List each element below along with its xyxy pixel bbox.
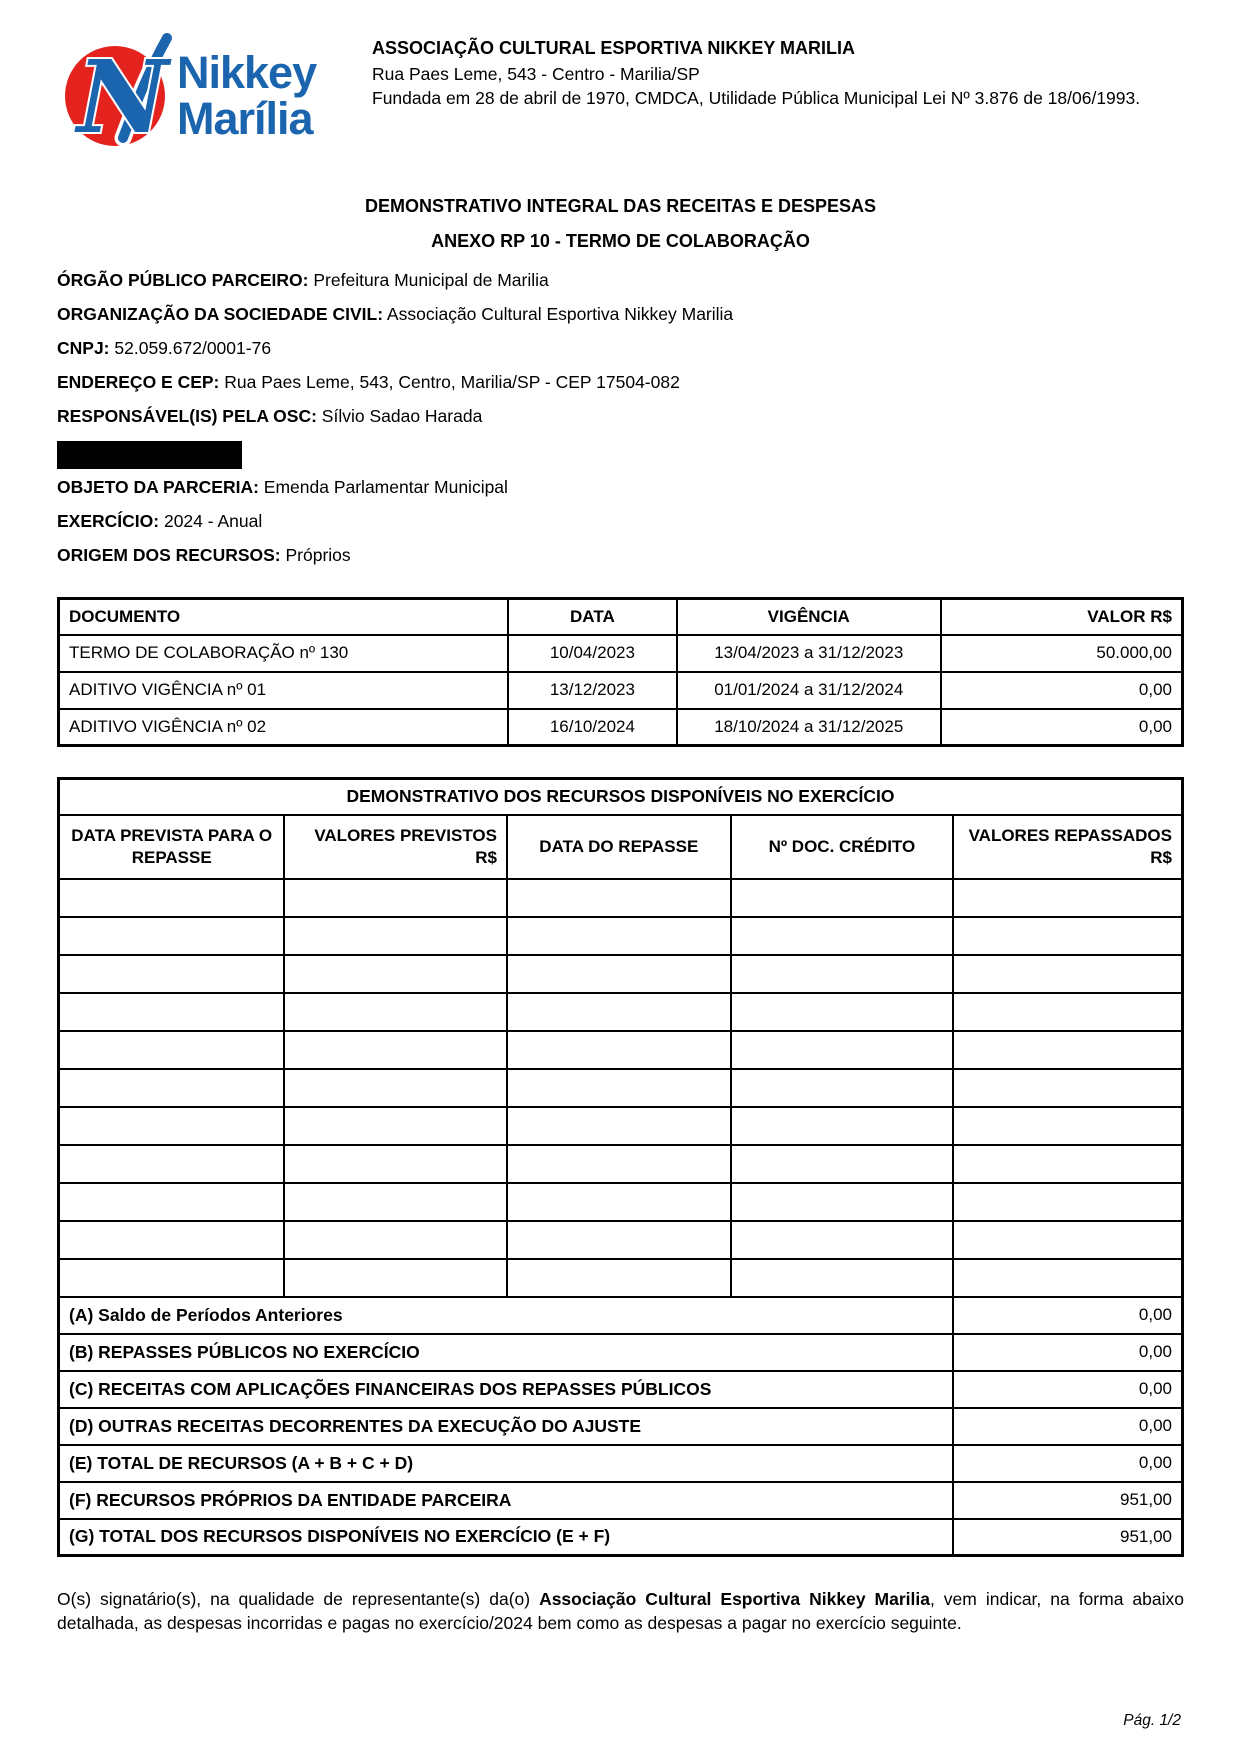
table-cell: TERMO DE COLABORAÇÃO nº 130 xyxy=(59,635,509,672)
organization-name: ASSOCIAÇÃO CULTURAL ESPORTIVA NIKKEY MARILIA xyxy=(372,38,856,58)
empty-table-cell xyxy=(59,1069,285,1107)
summary-row xyxy=(59,1445,1183,1482)
table-cell: 13/04/2023 a 31/12/2023 xyxy=(677,635,941,672)
resources-column-header: Nº DOC. CRÉDITO xyxy=(731,815,954,879)
redaction-box xyxy=(57,441,242,469)
info-label: ÓRGÃO PÚBLICO PARCEIRO: xyxy=(57,270,309,290)
empty-table-cell xyxy=(953,1107,1182,1145)
closing-org-name: Associação Cultural Esportiva Nikkey Marilia xyxy=(539,1589,930,1609)
partnership-info xyxy=(57,268,1184,577)
info-line: ORIGEM DOS RECURSOS: Próprios xyxy=(57,545,351,565)
resources-column-header: VALORES REPASSADOS R$ xyxy=(953,815,1182,879)
resources-table-title: DEMONSTRATIVO DOS RECURSOS DISPONÍVEIS NO EXERCÍCIO xyxy=(59,779,1183,815)
empty-table-cell xyxy=(731,1107,954,1145)
table-cell: 13/12/2023 xyxy=(508,672,677,709)
closing-paragraph xyxy=(57,1587,1184,1635)
empty-table-cell xyxy=(953,1145,1182,1183)
document-title: DEMONSTRATIVO INTEGRAL DAS RECEITAS E DESPESAS xyxy=(364,196,877,216)
info-label: OBJETO DA PARCERIA: xyxy=(57,477,259,497)
resources-table-header-row xyxy=(59,815,1183,879)
empty-table-cell xyxy=(731,1145,954,1183)
logo-word-marilia: Marília xyxy=(177,93,313,144)
empty-table-cell xyxy=(59,879,285,917)
empty-table-cell xyxy=(59,955,285,993)
resources-column-header: VALORES PREVISTOS R$ xyxy=(284,815,507,879)
empty-table-cell xyxy=(284,993,507,1031)
empty-table-cell xyxy=(59,1107,285,1145)
resources-table-title-row xyxy=(59,779,1183,815)
info-label: EXERCÍCIO: xyxy=(57,511,160,531)
empty-table-cell xyxy=(953,1221,1182,1259)
summary-row xyxy=(59,1408,1183,1445)
documents-table-body xyxy=(59,635,1183,746)
summary-value: 0,00 xyxy=(953,1371,1182,1408)
table-row xyxy=(59,709,1183,746)
empty-table-cell xyxy=(731,993,954,1031)
empty-table-row xyxy=(59,879,1183,917)
resources-table xyxy=(57,777,1184,1557)
letterhead-text xyxy=(372,30,1140,111)
empty-table-cell xyxy=(507,917,731,955)
empty-table-cell xyxy=(507,1259,731,1297)
document-subtitle: ANEXO RP 10 - TERMO DE COLABORAÇÃO xyxy=(431,231,810,251)
info-line: OBJETO DA PARCERIA: Emenda Parlamentar Municipal xyxy=(57,477,508,497)
summary-value: 951,00 xyxy=(953,1519,1182,1556)
documents-table xyxy=(57,597,1184,747)
info-line: CNPJ: 52.059.672/0001-76 xyxy=(57,338,272,358)
table-row xyxy=(59,635,1183,672)
organization-address: Rua Paes Leme, 543 - Centro - Marilia/SP xyxy=(372,63,700,84)
organization-founding-info: Fundada em 28 de abril de 1970, CMDCA, Utilidade Pública Municipal Lei Nº 3.876 de 18/06/1993. xyxy=(372,88,1141,109)
documents-column-header: DOCUMENTO xyxy=(59,599,509,635)
page-number: Pág. 1/2 xyxy=(1123,1712,1181,1729)
empty-table-cell xyxy=(507,1183,731,1221)
summary-value: 0,00 xyxy=(953,1445,1182,1482)
table-row xyxy=(59,672,1183,709)
empty-table-cell xyxy=(284,1221,507,1259)
info-label: ENDEREÇO E CEP: xyxy=(57,372,220,392)
table-cell: 16/10/2024 xyxy=(508,709,677,746)
info-line: ORGANIZAÇÃO DA SOCIEDADE CIVIL: Associação Cultural Esportiva Nikkey Marilia xyxy=(57,304,734,324)
empty-table-cell xyxy=(953,917,1182,955)
info-label: RESPONSÁVEL(IS) PELA OSC: xyxy=(57,406,317,426)
empty-table-row xyxy=(59,1145,1183,1183)
empty-table-row xyxy=(59,1031,1183,1069)
empty-table-cell xyxy=(953,879,1182,917)
info-line-redacted xyxy=(57,441,1184,475)
empty-table-cell xyxy=(953,1183,1182,1221)
logo-n-glyph: N xyxy=(77,38,169,152)
summary-label: (D) OUTRAS RECEITAS DECORRENTES DA EXECUÇÃO DO AJUSTE xyxy=(59,1408,954,1445)
empty-table-cell xyxy=(731,1069,954,1107)
empty-table-cell xyxy=(731,1183,954,1221)
empty-table-cell xyxy=(507,1145,731,1183)
summary-value: 0,00 xyxy=(953,1297,1182,1334)
empty-table-cell xyxy=(59,917,285,955)
empty-table-cell xyxy=(507,955,731,993)
empty-table-cell xyxy=(59,1031,285,1069)
empty-table-cell xyxy=(507,1069,731,1107)
empty-table-cell xyxy=(284,1031,507,1069)
empty-table-row xyxy=(59,917,1183,955)
empty-table-row xyxy=(59,1107,1183,1145)
summary-value: 0,00 xyxy=(953,1408,1182,1445)
table-cell: 18/10/2024 a 31/12/2025 xyxy=(677,709,941,746)
empty-table-cell xyxy=(731,917,954,955)
empty-table-row xyxy=(59,955,1183,993)
empty-table-cell xyxy=(507,879,731,917)
info-label: ORGANIZAÇÃO DA SOCIEDADE CIVIL: xyxy=(57,304,384,324)
closing-text-after: , vem indicar, na forma abaixo detalhada, as despesas incorridas e pagas no exercício/2024 bem como as despesas a pagar no exercício seguinte. xyxy=(57,1589,1184,1634)
empty-table-row xyxy=(59,1183,1183,1221)
empty-table-cell xyxy=(953,955,1182,993)
empty-table-cell xyxy=(507,1031,731,1069)
empty-table-cell xyxy=(953,993,1182,1031)
empty-table-cell xyxy=(284,1145,507,1183)
info-line: EXERCÍCIO: 2024 - Anual xyxy=(57,511,263,531)
info-line: ENDEREÇO E CEP: Rua Paes Leme, 543, Centro, Marilia/SP - CEP 17504-082 xyxy=(57,372,680,392)
empty-table-cell xyxy=(284,1069,507,1107)
empty-table-row xyxy=(59,1259,1183,1297)
summary-label: (F) RECURSOS PRÓPRIOS DA ENTIDADE PARCEIRA xyxy=(59,1482,954,1519)
empty-table-row xyxy=(59,1069,1183,1107)
empty-table-cell xyxy=(953,1259,1182,1297)
empty-table-cell xyxy=(284,1107,507,1145)
documents-column-header: VIGÊNCIA xyxy=(677,599,941,635)
summary-row xyxy=(59,1482,1183,1519)
info-label: ORIGEM DOS RECURSOS: xyxy=(57,545,281,565)
empty-table-cell xyxy=(59,1221,285,1259)
info-line: RESPONSÁVEL(IS) PELA OSC: Sílvio Sadao Harada xyxy=(57,406,483,426)
summary-label: (C) RECEITAS COM APLICAÇÕES FINANCEIRAS DOS REPASSES PÚBLICOS xyxy=(59,1371,954,1408)
summary-row xyxy=(59,1371,1183,1408)
empty-table-cell xyxy=(731,879,954,917)
summary-value: 951,00 xyxy=(953,1482,1182,1519)
empty-table-cell xyxy=(59,1259,285,1297)
summary-label: (E) TOTAL DE RECURSOS (A + B + C + D) xyxy=(59,1445,954,1482)
summary-row xyxy=(59,1334,1183,1371)
empty-table-cell xyxy=(731,955,954,993)
document-titles xyxy=(57,196,1184,252)
empty-table-cell xyxy=(59,993,285,1031)
empty-table-cell xyxy=(59,1145,285,1183)
documents-table-header-row xyxy=(59,599,1183,635)
empty-table-cell xyxy=(284,917,507,955)
summary-label: (A) Saldo de Períodos Anteriores xyxy=(59,1297,954,1334)
closing-text-before: O(s) signatário(s), na qualidade de representante(s) da(o) xyxy=(57,1589,540,1609)
empty-table-cell xyxy=(731,1221,954,1259)
resources-column-header: DATA DO REPASSE xyxy=(507,815,731,879)
table-cell: 50.000,00 xyxy=(941,635,1183,672)
table-cell: 10/04/2023 xyxy=(508,635,677,672)
logo-word-nikkey: Nikkey xyxy=(177,47,317,98)
table-cell: ADITIVO VIGÊNCIA nº 02 xyxy=(59,709,509,746)
empty-table-cell xyxy=(284,879,507,917)
table-cell: 01/01/2024 a 31/12/2024 xyxy=(677,672,941,709)
summary-row xyxy=(59,1297,1183,1334)
documents-column-header: DATA xyxy=(508,599,677,635)
table-cell: ADITIVO VIGÊNCIA nº 01 xyxy=(59,672,509,709)
documents-column-header: VALOR R$ xyxy=(941,599,1183,635)
resources-table-empty-body xyxy=(59,879,1183,1297)
summary-row xyxy=(59,1519,1183,1556)
summary-label: (B) REPASSES PÚBLICOS NO EXERCÍCIO xyxy=(59,1334,954,1371)
empty-table-cell xyxy=(953,1069,1182,1107)
resources-table-summary-body xyxy=(59,1297,1183,1556)
empty-table-cell xyxy=(731,1031,954,1069)
summary-value: 0,00 xyxy=(953,1334,1182,1371)
empty-table-cell xyxy=(59,1183,285,1221)
nikkey-marilia-logo-icon xyxy=(57,30,362,152)
empty-table-cell xyxy=(507,1221,731,1259)
empty-table-cell xyxy=(953,1031,1182,1069)
empty-table-row xyxy=(59,1221,1183,1259)
info-line: ÓRGÃO PÚBLICO PARCEIRO: Prefeitura Municipal de Marilia xyxy=(57,270,549,290)
letterhead xyxy=(57,30,1184,152)
resources-column-header: DATA PREVISTA PARA O REPASSE xyxy=(59,815,285,879)
empty-table-cell xyxy=(731,1259,954,1297)
table-cell: 0,00 xyxy=(941,672,1183,709)
empty-table-cell xyxy=(284,955,507,993)
empty-table-cell xyxy=(284,1259,507,1297)
summary-label: (G) TOTAL DOS RECURSOS DISPONÍVEIS NO EXERCÍCIO (E + F) xyxy=(59,1519,954,1556)
empty-table-cell xyxy=(507,993,731,1031)
table-cell: 0,00 xyxy=(941,709,1183,746)
empty-table-cell xyxy=(507,1107,731,1145)
empty-table-cell xyxy=(284,1183,507,1221)
empty-table-row xyxy=(59,993,1183,1031)
info-label: CNPJ: xyxy=(57,338,110,358)
